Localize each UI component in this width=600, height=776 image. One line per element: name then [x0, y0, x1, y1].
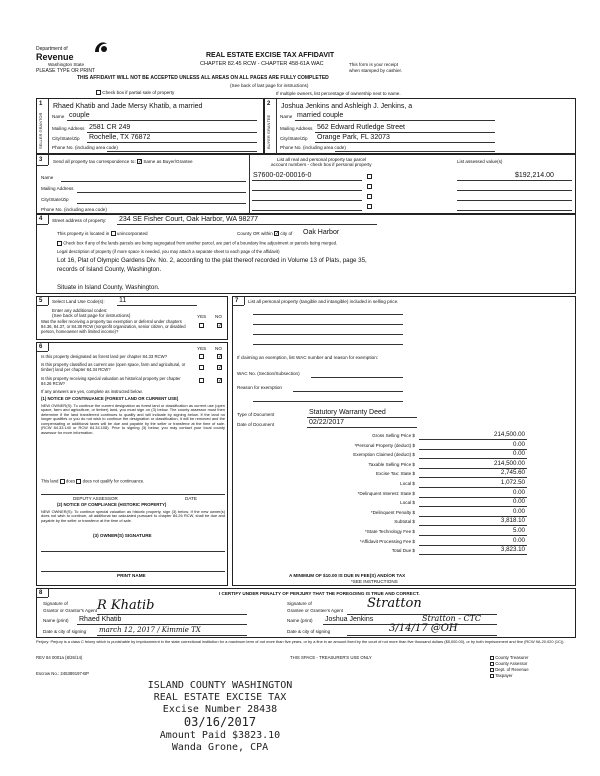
section-number: 7 [235, 298, 239, 304]
buyer-city[interactable]: Orange Park, FL 32073 [317, 134, 390, 141]
totals-row [273, 489, 569, 498]
grantor-signature[interactable]: R Khatib [97, 598, 155, 613]
grantee-date[interactable]: 3/14/17 @OH [389, 623, 458, 634]
totals-label: *Personal Property (deduct) $ [354, 442, 415, 448]
personal-property-checkbox[interactable] [367, 204, 372, 209]
partial-sale: Check box if partial sale of property [96, 90, 174, 95]
owner-signature: (3) OWNER(S) SIGNATURE [93, 533, 152, 538]
exemption-claim-label: If claiming an exemption, list WAC number and reason for exemption: [237, 355, 379, 360]
send-all: Send all property tax correspondence to: ✓ Same as Buyer/Grantee [53, 159, 193, 166]
escrow-number: Escrow No.: 245389197-BP [36, 671, 90, 676]
street-address[interactable]: 234 SE Fisher Court, Oak Harbor, WA 98277 [119, 216, 259, 223]
totals-row [273, 450, 569, 459]
totals-value[interactable]: 3,818.10 [500, 517, 525, 525]
totals-label: Taxable Selling Price $ [368, 461, 415, 467]
county-or-within: County OR within ✓ city of [237, 231, 293, 238]
personal-property-checkbox[interactable] [367, 194, 372, 199]
rev-number: REV 84 0001a (8/26/14) [36, 655, 83, 660]
section-number: 1 [39, 101, 43, 107]
seller-section [36, 98, 264, 154]
totals-row [273, 479, 569, 488]
land-use-label: Select Land Use Code(s): [52, 299, 105, 304]
totals-value[interactable]: 0.00 [512, 536, 525, 544]
stamp-line-3: Excise Number 28438 [162, 704, 278, 715]
minimum-due: A MINIMUM OF $10.00 IS DUE IN FEE(S) AND/OR TAX [289, 573, 406, 578]
current-use-question: Is this property classified as current use (open space, farm and agricultural, or timber) land per chapter 84.34 RCW? [41, 362, 186, 372]
section-number: 3 [39, 157, 43, 163]
print-name: PRINT NAME [117, 573, 146, 578]
totals-label: *Affidavit Processing Fee $ [359, 538, 415, 544]
reason-label: Reason for exemption [237, 385, 282, 390]
multiple-owners: If multiple owners, list percentage of ownership next to name. [276, 91, 401, 96]
doc-date[interactable]: 02/22/2017 [309, 419, 345, 426]
treasurer-only: THIS SPACE - TREASURER'S USE ONLY [290, 655, 372, 660]
seller-name-1: Rhaed Khatib and Jade Mersy Khatib, a married [53, 103, 203, 110]
totals-label: Local $ [400, 481, 415, 486]
buyer-section [264, 98, 576, 154]
current-use-yes-checkbox[interactable] [199, 365, 204, 370]
totals-label: *Delinquent Interest: State $ [357, 490, 415, 496]
grantor-agent-label: Grantor or Grantor's Agent [43, 608, 97, 613]
totals-label: Excise Tax: State $ [376, 471, 415, 477]
revenue-logo-icon [93, 40, 109, 54]
phone-label: Phone No. (including area code) [280, 145, 346, 150]
name-label: Name [41, 175, 54, 180]
city-checkbox[interactable]: ✓ [275, 231, 280, 238]
stamp-line-5: Amount Paid $3823.10 [159, 730, 281, 741]
grantor-signature-label: Signature of [43, 601, 68, 606]
notice-title: (1) NOTICE OF CONTINUANCE (FOREST LAND OR CURRENT USE) [41, 396, 179, 401]
parcel-number[interactable]: S7600-02-00016-0 [253, 172, 312, 179]
receipt-note-2: when stamped by cashier. [349, 68, 403, 73]
phone-label: Phone No. (including area code) [41, 207, 107, 212]
copy-label: Taxpayer [494, 673, 513, 679]
partial-sale-checkbox[interactable] [96, 90, 101, 95]
copy-item [490, 674, 513, 679]
land-use-code[interactable]: 11 [119, 297, 127, 304]
treasurer-stamp [90, 680, 350, 760]
doc-type[interactable]: Statutory Warranty Deed [309, 409, 386, 416]
stamp-line-1: ISLAND COUNTY WASHINGTON [147, 680, 293, 691]
stamp-line-2: REAL ESTATE EXCISE TAX [153, 692, 287, 703]
section-6 [36, 342, 228, 586]
section-5 [36, 296, 228, 340]
seller-side-label: SELLER GRANTOR [38, 112, 43, 149]
totals-row [273, 498, 569, 507]
buyer-name-2: married couple [297, 112, 344, 119]
does-checkbox[interactable] [60, 479, 65, 484]
city-label: City/State/Zip [52, 136, 80, 141]
agency-state: Washington State [48, 62, 85, 67]
notice-body: NEW OWNER(S): To continue the current designation as forest land or classification as current use (open space, farm and agriculture, or timber) land, you must sign on (3) below. The county assessor must then determine if the land transferred continues to qualify and will indicate by signing below. If the land no longer qualifies or you do not wish to continue the designation or classification, it will be removed and the compensating or additional taxes will be due and payable by the seller or transferor at the time of sale. (RCW 84.33.140 or RCW 84.34.108). Prior to signing (3) below, you may contact your local county assessor for more information. [41, 403, 225, 435]
header [36, 40, 576, 96]
seller-mailing[interactable]: 2581 CR 249 [89, 124, 131, 131]
totals-row [273, 460, 569, 469]
totals-value[interactable]: 0.00 [512, 507, 525, 515]
section-4 [36, 214, 576, 294]
seller-name-2: couple [69, 112, 90, 119]
wac-label: WAC No. (Section/Subsection) [237, 371, 300, 376]
legal-label: Legal description of property (if more space is needed, you may attach a separate sheet to each page of the affidavit) [57, 249, 280, 254]
section-7 [232, 296, 576, 586]
section-number: 6 [39, 344, 43, 350]
totals-label: *State Technology Fee $ [365, 529, 415, 534]
legal-line-1: Lot 16, Plat of Olympic Gardens Div. No. 2, according to the plat thereof recorded in Volume 13 of Plats, page 35, [57, 257, 367, 264]
compliance-body: NEW OWNER(S): To continue special valuation as historic property, sign (3) below. If the new owner(s) does not wish to continue, all additional tax calculated pursuant to chapter 84.26 RCW, shall be due and payable by the seller or transferor at the time of sale. [41, 509, 225, 523]
stamp-line-4: 03/16/2017 [183, 715, 257, 729]
personal-property-checkbox[interactable] [367, 174, 372, 179]
name-label: Name [280, 114, 293, 119]
name-label: Name [52, 114, 65, 119]
totals-value[interactable]: 214,500.00 [494, 459, 525, 467]
totals-value[interactable]: 0.00 [512, 440, 525, 448]
see-instructions: *SEE INSTRUCTIONS [351, 579, 398, 584]
section-8 [36, 588, 576, 638]
additional-codes: Enter any additional codes: [52, 308, 108, 313]
city-label: City/State/Zip [280, 136, 308, 141]
totals-row [273, 508, 569, 517]
mailing-label: Mailing Address [52, 126, 85, 131]
forest-question: Is this property designated as forest land per chapter 84.33 RCW? [41, 354, 168, 359]
perjury-text: Perjury: Perjury is a class C felony which is punishable by imprisonment in the state correctional institution for a maximum term of not more than five years, or by a fine in an amount fixed by the court of not more than five thousand dollars ($5,000.00), or by both imprisonment and fine (RCW 9A.20.020 (1C)). [36, 639, 565, 644]
city-name[interactable]: Oak Harbor [303, 229, 340, 236]
grantee-name[interactable]: Joshua Jenkins [325, 616, 374, 623]
totals-value[interactable]: 5.00 [512, 527, 525, 534]
section-3 [36, 154, 576, 214]
personal-property-checkbox[interactable] [367, 184, 372, 189]
totals-table [273, 431, 569, 557]
buyer-mailing[interactable]: 562 Edward Rutledge Street [317, 124, 405, 131]
land-qualify: This land does does not qualify for continuance. [41, 478, 145, 484]
form-title: REAL ESTATE EXCISE TAX AFFIDAVIT [206, 52, 335, 59]
stamp-line-6: Wanda Grone, CPA [171, 742, 269, 753]
street-label: Street address of property: [52, 218, 107, 223]
section-number: 4 [39, 216, 43, 222]
historic-question: Is this property receiving special valuation as historical property per chapter 84.26 RCW? [41, 376, 181, 386]
buyer-name-1: Joshua Jenkins and Ashleigh J. Jenkins, a [281, 103, 413, 110]
totals-value[interactable]: 3,823.10 [500, 546, 525, 554]
exemption-question: Was the seller receiving a property tax exemption or deferral under chapters 84.36, 84.37, or 84.38 RCW (nonprofit organization, senior citizen, or disabled person, homeowner with limited income)? [41, 319, 186, 334]
located-in: This property is located in unincorporated [57, 231, 148, 236]
forest-no-checkbox[interactable]: ✓ [218, 354, 223, 360]
deputy-assessor: DEPUTY ASSESSOR [73, 496, 118, 501]
compliance-title: (2) NOTICE OF COMPLIANCE (HISTORIC PROPERTY) [57, 502, 167, 507]
totals-value[interactable]: 0.00 [512, 450, 525, 458]
totals-value[interactable]: 2,745.60 [500, 469, 525, 477]
if-yes-text: If any answers are yes, complete as instructed below. [41, 389, 143, 394]
grantor-name[interactable]: Rhaed Khatib [79, 616, 122, 623]
historic-yes-checkbox[interactable] [199, 378, 204, 383]
totals-row [273, 469, 569, 478]
legal-line-3: Situate in Island County, Washington. [57, 284, 160, 291]
name-print-label: Name (print) [43, 618, 69, 623]
assessed-header: List assessed value(s) [457, 159, 503, 164]
unincorporated-checkbox[interactable] [111, 231, 116, 236]
warning-text: THIS AFFIDAVIT WILL NOT BE ACCEPTED UNLESS ALL AREAS ON ALL PAGES ARE FULLY COMPLETED [77, 75, 329, 81]
totals-label: Total Due $ [391, 548, 415, 554]
grantee-signature-label: Signature of [287, 601, 312, 606]
totals-label: Subtotal $ [394, 519, 415, 525]
no-label: NO [215, 314, 222, 319]
mailing-label: Mailing Address [280, 126, 313, 131]
exemption-yes-checkbox[interactable] [199, 323, 204, 328]
totals-value[interactable]: 214,500.00 [494, 431, 525, 438]
totals-label: Local $ [400, 500, 415, 506]
phone-label: Phone No. (including area code) [52, 145, 118, 150]
receipt-note-1: This form is your receipt [349, 62, 399, 67]
date-city-label: Date & city of signing [287, 629, 331, 634]
totals-row [273, 537, 569, 546]
current-use-no-checkbox[interactable]: ✓ [218, 365, 223, 371]
copies-list [490, 656, 580, 686]
mailing-label: Mailing Address [41, 186, 74, 191]
parcel-header-1: List all real and personal property tax parcel [277, 157, 367, 162]
grantee-agent-label: Grantee or Grantee's Agent [287, 608, 344, 613]
section-number: 8 [39, 590, 43, 596]
no-label: NO [215, 346, 222, 351]
form-chapter: CHAPTER 82.45 RCW - CHAPTER 458-61A WAC [200, 61, 324, 67]
totals-value[interactable]: 0.00 [512, 488, 525, 496]
totals-value[interactable]: 1,072.50 [500, 479, 525, 486]
certify: I CERTIFY UNDER PENALTY OF PERJURY THAT THE FOREGOING IS TRUE AND CORRECT. [219, 591, 420, 596]
date-label: DATE [185, 496, 197, 501]
agency-dept: Department of [36, 46, 68, 52]
totals-label: *Delinquent Penalty $ [370, 509, 415, 515]
see-back: (See back of last page for instructions) [52, 313, 131, 318]
personal-property-label: List all personal property (tangible and intangible) included in selling price. [248, 299, 399, 304]
section-number: 5 [39, 298, 43, 304]
totals-label: Gross Selling Price $ [372, 433, 415, 438]
totals-row [273, 517, 569, 526]
date-city-label: Date & city of signing [43, 629, 87, 634]
copy-label: County Assessor [494, 661, 528, 667]
seller-city[interactable]: Rochelle, TX 76872 [89, 134, 151, 141]
historic-no-checkbox[interactable]: ✓ [218, 378, 223, 384]
yes-label: YES [197, 314, 207, 319]
doc-date-label: Date of Document [237, 422, 275, 427]
yes-label: YES [197, 346, 207, 351]
agency-name: Revenue [36, 52, 74, 62]
totals-row [273, 441, 569, 450]
segregated-checkbox[interactable] [57, 241, 62, 246]
totals-row [273, 546, 569, 555]
doc-type-label: Type of Document [237, 412, 275, 417]
type-print: PLEASE TYPE OR PRINT [36, 68, 96, 74]
totals-value[interactable]: 0.00 [512, 498, 525, 506]
segregated: Check box if any of the lands parcels are being segregated from another parcel, are part of a boundary line adjustment or parcels being merged. [57, 241, 337, 247]
totals-row [273, 527, 569, 536]
section-number: 2 [267, 101, 271, 107]
forest-yes-checkbox[interactable] [199, 354, 204, 359]
totals-row [273, 431, 569, 440]
assessed-value[interactable]: $192,214.00 [515, 172, 554, 179]
grantee-signature[interactable]: Stratton [367, 596, 422, 611]
exemption-no-checkbox[interactable]: ✓ [218, 323, 223, 329]
parcel-header-2: account numbers - check box if personal property [271, 162, 372, 167]
copy-label: Dept. of Revenue [494, 667, 529, 673]
buyer-side-label: BUYER GRANTEE [266, 114, 271, 149]
name-print-label: Name (print) [287, 618, 313, 623]
grantee-name-handwritten: Stratton - CTC [422, 614, 482, 623]
does-not-checkbox[interactable] [76, 479, 81, 484]
grantor-date[interactable]: march 12, 2017 / Kimmie TX [99, 626, 201, 634]
legal-line-2: records of Island County, Washington. [57, 266, 162, 273]
totals-label: Exemption Claimed (deduct) $ [353, 452, 415, 458]
see-back-text: (See back of last page for instructions) [230, 83, 309, 88]
city-label: City/State/Zip [41, 197, 69, 202]
same-as-checkbox[interactable]: ✓ [138, 159, 143, 166]
copy-label: County Treasurer [494, 655, 529, 661]
